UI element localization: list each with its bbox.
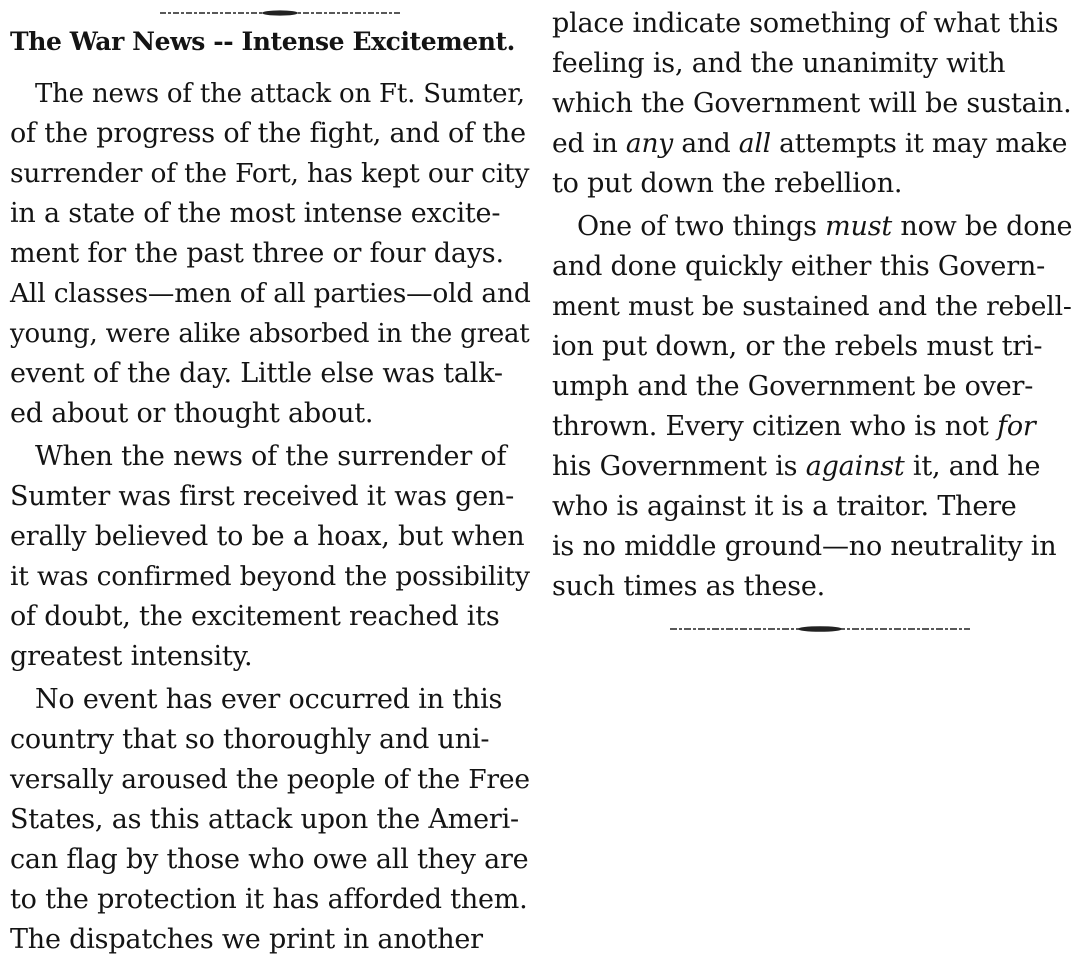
paragraph-line: umph and the Government be over- bbox=[552, 371, 1034, 402]
paragraph-line: of doubt, the excitement reached its bbox=[10, 601, 500, 632]
paragraph-line: Sumter was first received it was gen- bbox=[10, 481, 515, 512]
paragraph-line: can flag by those who owe all they are bbox=[10, 844, 529, 875]
paragraph-line: of the progress of the fight, and of the bbox=[10, 118, 526, 149]
italic-run: against bbox=[805, 451, 905, 482]
paragraph-line: such times as these. bbox=[552, 571, 826, 602]
paragraph-line: who is against it is a traitor. There bbox=[552, 491, 1017, 522]
paragraph-line: young, were alike absorbed in the great bbox=[10, 319, 530, 349]
text-run: thrown. Every citizen who is not bbox=[552, 411, 998, 442]
top-ornamental-rule bbox=[160, 10, 400, 12]
paragraph-line bbox=[552, 207, 1072, 247]
paragraph-line: it was confirmed beyond the possibility bbox=[10, 561, 530, 592]
italic-run: must bbox=[825, 211, 893, 242]
paragraph-line: The news of the attack on Ft. Sumter, bbox=[35, 79, 525, 109]
text-run: attempts it may make bbox=[770, 128, 1068, 159]
paragraph-line: country that so thoroughly and uni- bbox=[10, 724, 490, 755]
text-run: it, and he bbox=[904, 451, 1041, 482]
italic-run: any bbox=[625, 128, 674, 159]
paragraph-line bbox=[552, 124, 1067, 164]
text-run: One of two things bbox=[577, 211, 826, 242]
paragraph-line: to the protection it has afforded them. bbox=[10, 884, 528, 915]
paragraph-line: is no middle ground—no neutrality in bbox=[552, 531, 1057, 562]
text-run: now be done bbox=[892, 211, 1073, 242]
paragraph-line: place indicate something of what this bbox=[552, 8, 1059, 39]
paragraph-line: to put down the rebellion. bbox=[552, 168, 903, 199]
paragraph-line: versally aroused the people of the Free bbox=[10, 764, 530, 795]
bottom-ornamental-rule bbox=[670, 626, 970, 628]
paragraph-line: surrender of the Fort, has kept our city bbox=[10, 158, 530, 189]
text-run: and bbox=[673, 128, 739, 159]
paragraph-line: States, as this attack upon the Ameri- bbox=[10, 804, 519, 835]
paragraph-line: erally believed to be a hoax, but when bbox=[10, 521, 525, 552]
article-headline: The War News -- Intense Excitement. bbox=[10, 27, 515, 56]
paragraph-line: greatest intensity. bbox=[10, 641, 253, 672]
paragraph-line: No event has ever occurred in this bbox=[35, 684, 503, 715]
paragraph-line: event of the day. Little else was talk- bbox=[10, 358, 503, 389]
paragraph-line: ment must be sustained and the rebell- bbox=[552, 291, 1072, 322]
paragraph-line: feeling is, and the unanimity with bbox=[552, 48, 1006, 79]
paragraph-line: When the news of the surrender of bbox=[35, 441, 507, 472]
paragraph-line: and done quickly either this Govern- bbox=[552, 251, 1046, 282]
text-run: ed in bbox=[552, 128, 626, 159]
italic-run: all bbox=[738, 128, 771, 159]
paragraph-line: ion put down, or the rebels must tri- bbox=[552, 331, 1043, 362]
paragraph-line: which the Government will be sustain. bbox=[552, 88, 1072, 119]
italic-run: for bbox=[997, 411, 1036, 442]
paragraph-line: in a state of the most intense excite- bbox=[10, 198, 501, 229]
paragraph-line: ed about or thought about. bbox=[10, 398, 374, 429]
paragraph-line: All classes—men of all parties—old and bbox=[10, 278, 531, 309]
paragraph-line bbox=[552, 447, 1040, 487]
paragraph-line bbox=[552, 407, 1036, 447]
paragraph-line: The dispatches we print in another bbox=[10, 924, 483, 955]
text-run: his Government is bbox=[552, 451, 806, 482]
paragraph-line: ment for the past three or four days. bbox=[10, 238, 504, 269]
